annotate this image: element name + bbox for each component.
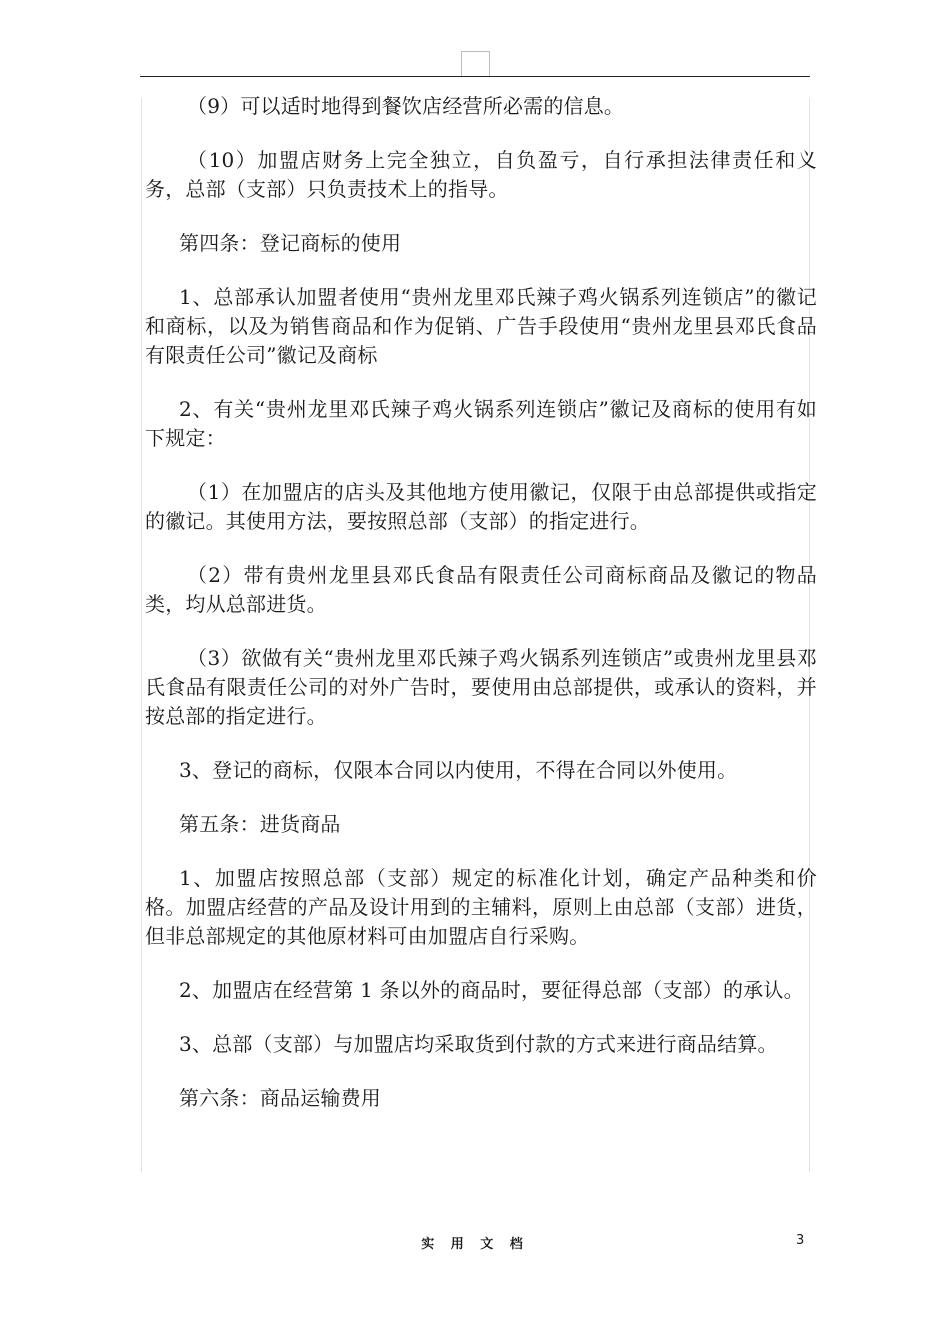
paragraph-sub-4-2-3: （3）欲做有关“贵州龙里邓氏辣子鸡火锅系列连锁店”或贵州龙里县邓氏食品有限责任公司的对外广告时，要使用由总部提供，或承认的资料，并按总部的指定进行。	[145, 646, 817, 728]
footer-label: 实 用 文 档	[421, 1237, 529, 1252]
page-number: 3	[796, 1233, 805, 1248]
paragraph-item-4-3: 3、登记的商标，仅限本合同以内使用，不得在合同以外使用。	[179, 758, 738, 782]
section-heading-article-4: 第四条：登记商标的使用	[179, 231, 402, 255]
paragraph-item-4-1: 1、总部承认加盟者使用“贵州龙里邓氏辣子鸡火锅系列连锁店”的徽记和商标，以及为销售商品和作为促销、广告手段使用“贵州龙里县邓氏食品有限责任公司”徽记及商标	[145, 285, 817, 367]
paragraph-item-5-3: 3、总部（支部）与加盟店均采取货到付款的方式来进行商品结算。	[179, 1032, 778, 1056]
document-body	[145, 92, 817, 1138]
section-heading-article-6: 第六条：商品运输费用	[179, 1086, 381, 1110]
section-heading-article-5: 第五条：进货商品	[179, 812, 341, 836]
paragraph-sub-4-2-2: （2）带有贵州龙里县邓氏食品有限责任公司商标商品及徽记的物品类，均从总部进货。	[145, 563, 817, 616]
paragraph-sub-9: （9）可以适时地得到餐饮店经营所必需的信息。	[187, 94, 625, 118]
paragraph-item-5-1: 1、加盟店按照总部（支部）规定的标准化计划，确定产品种类和价格。加盟店经营的产品及设计用到的主辅料，原则上由总部（支部）进货，但非总部规定的其他原材料可由加盟店自行采购。	[145, 866, 817, 948]
paragraph-sub-4-2-1: （1）在加盟店的店头及其他地方使用徽记，仅限于由总部提供或指定的徽记。其使用方法，要按照总部（支部）的指定进行。	[145, 480, 817, 533]
header-tab-box	[461, 51, 490, 77]
paragraph-sub-10: （10）加盟店财务上完全独立，自负盈亏，自行承担法律责任和义务，总部（支部）只负责技术上的指导。	[145, 148, 817, 201]
paragraph-item-4-2: 2、有关“贵州龙里邓氏辣子鸡火锅系列连锁店”徽记及商标的使用有如下规定：	[145, 397, 817, 450]
header-rule	[140, 76, 810, 77]
paragraph-item-5-2: 2、加盟店在经营第 1 条以外的商品时，要征得总部（支部）的承认。	[179, 978, 804, 1002]
